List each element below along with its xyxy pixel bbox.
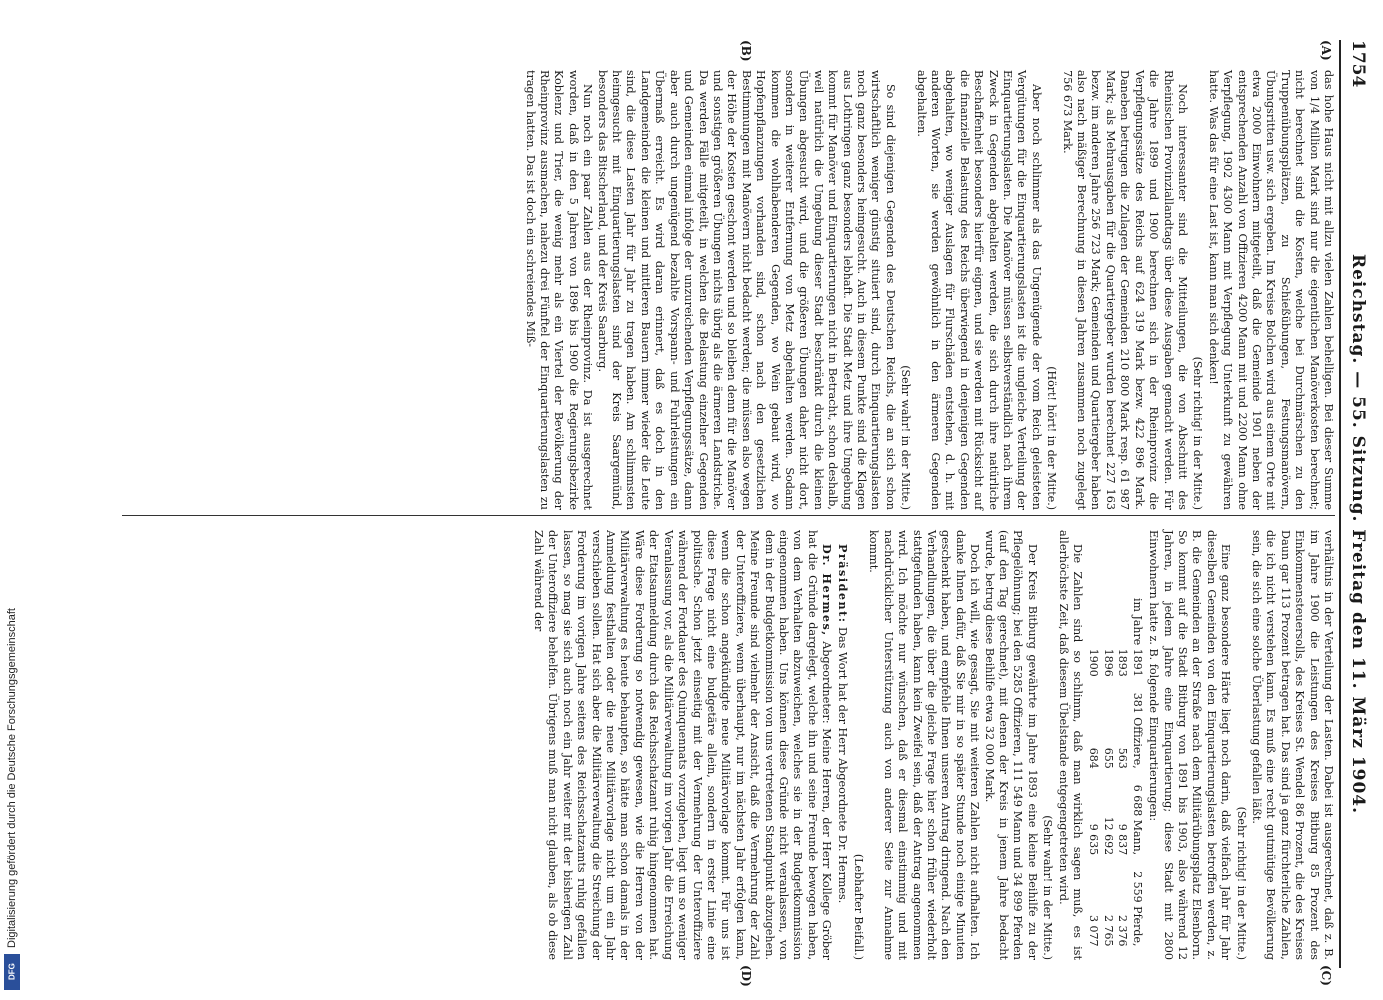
president-label: Präsident: (835, 544, 850, 624)
table-cell: 2 376 (1116, 914, 1130, 947)
interjection: (Sehr richtig! in der Mitte.) (1234, 806, 1248, 960)
table-cell: 9 635 (1087, 823, 1101, 856)
page-number: 1754 (1348, 40, 1368, 88)
table-cell: 9 837 (1116, 823, 1130, 856)
table-cell: 655 (1101, 747, 1115, 769)
paragraph: Aber noch schlimmer als das Ungenügende der vom Reich geleisteten Vergütungen für die Einquartierungslasten ist die ungleiche Verteilung der Einquartierungslasten. Die Manöver müssen selbstverständlich nach ihrem Zweck in Gegenden abgehalten werden, die sich durch ihre natürliche Beschaffenheit besonders hierfür eignen, und sie werden mit Rücksicht auf die finanzielle Belastung des Reichs überwiegend in denjenigen Gegenden abgehalten, wo weniger Auslagen für Flurschäden entstehen, d. h. mit anderen Worten, sie werden gewöhnlich in den ärmeren Gegenden abgehalten. (914, 70, 1043, 510)
speaker-paragraph (531, 530, 835, 960)
interjection: (Sehr wahr! in der Mitte.) (1041, 815, 1055, 960)
interjection: (Sehr wahr! in der Mitte.) (899, 365, 913, 510)
paragraph: Doch ich will, wie gesagt, Sie mit weiteren Zahlen nicht aufhalten. Ich danke Ihnen dafür, daß Sie mir in so später Stunde noch einige Minuten geschenkt haben, und empfehle Ihnen unseren Antrag dringend. Nach den Verhandlungen, die über die gleiche Frage hier schon früher wiederholt stattgefunden haben, kann kein Zweifel sein, daß der Antrag angenommen wird. Ich möchte nur wünschen, daß er diesmal einstimmig und mit nachdrücklicher Unterstützung auch von anderer Seite zur Annahme kommt. (867, 530, 982, 960)
table-cell: 3 077 (1087, 914, 1101, 947)
table-row (1101, 590, 1115, 954)
table-cell: 563 (1116, 747, 1130, 769)
president-line (834, 530, 849, 960)
table-row (1086, 590, 1100, 954)
paragraph: So sind diejenigen Gegenden des Deutschen Reichs, die an sich schon wirtschaftlich weniger günstig situiert sind, durch Einquartierungslasten noch ganz besonders heimgesucht. Auch in diesem Punkte sind die Klagen aus Lothringen ganz besonders lebhaft. Die Stadt Metz und ihre Umgebung kommt für Manöver und Einquartierungen nicht in Betracht, schon deshalb, weil natürlich die Umgebung dieser Stadt beschränkt durch die kleinen Übungen abgesucht wird, und die größeren Übungen daher nicht dort, sondern in weiterer Entfernung von Metz abgehalten werden. Sodann kommen die wohlhabenderen Gegenden, wo Wein gebaut wird, wo Hopfenpflanzungen vorhanden sind, schon nach den gesetzlichen Bestimmungen mit Manövern nicht bedacht werden; die müssen also wegen der Höhe der Kosten geschont werden und so bleiben denn für die Manöver und sonstigen größeren Übungen nichts übrig als die ärmeren Landstriche. Da werden Fälle mitgeteilt, in welchen die Belastung einzelner Gegenden und Gemeinden einmal infolge der unzureichenden Verpflegungssätze, dann aber auch durch ungenügend bezahlte Vorspann- und Fuhrleistungen ein Übermaß erreicht. Es wird daran erinnert, daß es doch in den Landgemeinden die kleinen und mittleren Bauern immer wieder die Leute sind, die diese Lasten Jahr für Jahr zu tragen haben. Am schlimmsten heimgesucht mit Einquartierungslasten sind der Kreis Saargemünd, besonders das Bitscherland, und der Kreis Saarburg. (595, 70, 897, 510)
dfg-logo: DFG (4, 954, 20, 990)
table-cell: 6 688 Mann, (1130, 784, 1144, 856)
interjection: (Hört! hört! in der Mitte.) (1045, 366, 1059, 510)
interjection: (Lebhafter Beifall.) (852, 853, 865, 960)
table-cell: 12 692 (1101, 816, 1115, 856)
scanned-page (72, 0, 1383, 1000)
paragraph: verhältnis in der Verteilung der Lasten. Dabei ist ausgerechnet, daß z. B. im Jahre 1900 die Leistungen des Kreises Bitburg 85 Prozent des Einkommensteuersolls, des Kreises St. Wendel 86 Prozent, die des Kreises Daun gar 113 Prozent betragen hat. Das sind ja ganz fürchterliche Zahlen, die ich nicht verstehen kann. Es muß eine recht gutmütige Bevölkerung sein, die sich eine solche Überlastung gefallen läßt. (1249, 530, 1335, 960)
digitization-credit: Digitalisierung gefördert durch die Deutsche Forschungsgemeinschaft (6, 608, 18, 948)
paragraph: Eine ganz besondere Härte liegt noch darin, daß vielfach Jahr für Jahr dieselben Gemeinden von den Einquartierungslasten betroffen werden, z. B. die Gemeinden an der Straße nach dem Militärübungsplatz Elsenborn. So kommt auf die Stadt Bitburg von 1891 bis 1903, also während 12 Jahren, in jedem Jahre eine Einquartierung; diese Stadt mit 2800 Einwohnern hatte z. B. folgende Einquartierungen: (1147, 530, 1233, 960)
margin-mark-c: (C) (1319, 965, 1333, 986)
speaker-text: Abgeordneter: Meine Herren, der Herr Kollege Gröber hat die Gründe dargelegt, welche ihn und seine Freunde bewogen haben, von dem Verhalten abzuweichen, welches sie in der Budgetkommission eingenommen haben. Uns können diese Gründe nicht veranlassen, von dem in der Budgetkommission von uns vertretenen Standpunkt abzugehen. Meine Freunde sind vielmehr der Ansicht, daß die Vermehrung der Zahl der Unteroffiziere, wenn überhaupt, nur im nächsten Jahr erfolgen kann, wenn die schon angekündigte neue Militärvorlage kommt. Für uns ist diese Frage nicht eine budgetäre allein, sondern in erster Linie eine politische. Schon jetzt einseitig mit der Vermehrung der Unteroffiziere während der Fortdauer des Quinquennats vorzugehen, liegt um so weniger Veranlassung vor, als die Militärverwaltung im vorigen Jahr die Erreichung der Etatsanmeldung durch das Reichsschatzamt ruhig hingenommen hat. Wäre diese Forderung so notwendig gewesen, wie die Herren von der Militärverwaltung es heute behaupten, so hätte man schon damals in der Anmeldung festhalten oder die neue Militärvorlage nicht um ein Jahr verschieben sollen. Hat sich aber die Militärverwaltung die Streichung der Forderung im vorigen Jahre seitens des Reichsschatzamts ruhig gefallen lassen, so mag sie sich auch noch ein Jahr weiter mit der bisherigen Zahl der Unteroffiziere behelfen. Übrigens muß man nicht glauben, als ob diese Zahl während der (532, 530, 834, 960)
quartering-table (1086, 590, 1144, 954)
page-content (72, 0, 1383, 1000)
table-row (1129, 590, 1143, 954)
header-rule (1339, 40, 1341, 968)
table-cell: 381 Offiziere, (1130, 692, 1144, 769)
digitization-credit-strip (0, 0, 24, 1000)
left-column (522, 70, 1335, 510)
paragraph: Die Zahlen sind so schlimm, daß man wirklich sagen muß, es ist allerhöchste Zeit, daß diesem Übelstande entgegengetreten wird. (1056, 530, 1085, 960)
table-cell: 684 (1087, 747, 1101, 769)
column-divider (122, 515, 1335, 516)
table-cell: 1896 (1101, 648, 1115, 677)
table-cell: 1900 (1087, 648, 1101, 677)
table-cell: im Jahre 1891 (1130, 598, 1144, 677)
interjection: (Sehr richtig! in der Mitte.) (1191, 356, 1205, 510)
paragraph: Noch interessanter sind die Mitteilungen, die von Abschnitt des Rheinischen Provinziallandtags über diese Ausgaben gemacht werden. Für die Jahre 1899 und 1900 berechnen sich in der Rheinprovinz die Verpflegungssätze des Reichs auf 624 319 Mark bezw. 422 896 Mark. Daneben betrugen die Zulagen der Gemeinden 210 800 Mark resp. 61 987 Mark; als Mehrausgaben für die Quartiergeber wurden berechnet 227 163 bezw. im anderen Jahre 256 723 Mark; Gemeinden und Quartiergeber haben also nach mäßiger Berechnung in diesen Jahren zusammen noch zugelegt 756 673 Mark. (1060, 70, 1189, 510)
speaker-label: Dr. Hermes, (820, 544, 835, 637)
table-cell: 2 765 (1101, 914, 1115, 947)
table-cell: 2 559 Pferde, (1130, 871, 1144, 947)
table-row (1115, 590, 1129, 954)
page-title: Reichstag. — 55. Sitzung. Freitag den 11. März 1904. (1348, 253, 1368, 815)
page-header (1345, 40, 1371, 968)
president-text: Das Wort hat der Herr Abgeordnete Dr. Hermes. (835, 627, 849, 904)
paragraph: Der Kreis Bitburg gewährte im Jahre 1893 eine kleine Beihilfe zu der Pflegelöhnung; bei den 5285 Offizieren, 111 549 Mann und 34 899 Pferden (auf den Tag gerechnet), mit denen der Kreis in jenem Jahre bedacht wurde, betrug diese Beihilfe etwa 32 000 Mark. (982, 530, 1039, 960)
paragraph: Nun noch ein paar Zahlen aus der Rheinprovinz. Da ist ausgerechnet worden, daß in den 5 Jahren von 1896 bis 1900 die Regierungsbezirke Koblenz und Trier, die wenig mehr als ein Viertel der Bevölkerung der Rheinprovinz ausmachen, nahezu drei Fünftel der Einquartierungslasten zu tragen hatten. Das ist doch ein schreiendes Miß- (523, 70, 595, 510)
right-column (531, 530, 1335, 960)
margin-mark-d: (D) (739, 965, 753, 987)
margin-mark-a: (A) (1319, 40, 1333, 61)
margin-mark-b: (B) (739, 40, 753, 62)
table-cell: 1893 (1116, 648, 1130, 677)
paragraph: das hohe Haus nicht mit allzu vielen Zahlen behelligen. Bei dieser Summe von 1/4 Million Mark sind nur die eigentlichen Manöverkosten berechnet; nicht berechnet sind die Kosten, welche bei Durchmärschen zu den Truppenübungsplätzen, zu Schießübungen, Festungsmanövern, Übungsritten usw. sich ergeben. Im Kreise Bolchen wird aus einem Orte mit etwa 2000 Einwohnern mitgeteilt, daß die Gemeinde 1901 neben der entsprechenden Anzahl von Offizieren 4200 Mann mit und 2200 Mann ohne Verpflegung, 1902 4300 Mann mit Verpflegung Unterkunft zu gewähren hatte. Was das für eine Last ist, kann man sich denken! (1206, 70, 1335, 510)
